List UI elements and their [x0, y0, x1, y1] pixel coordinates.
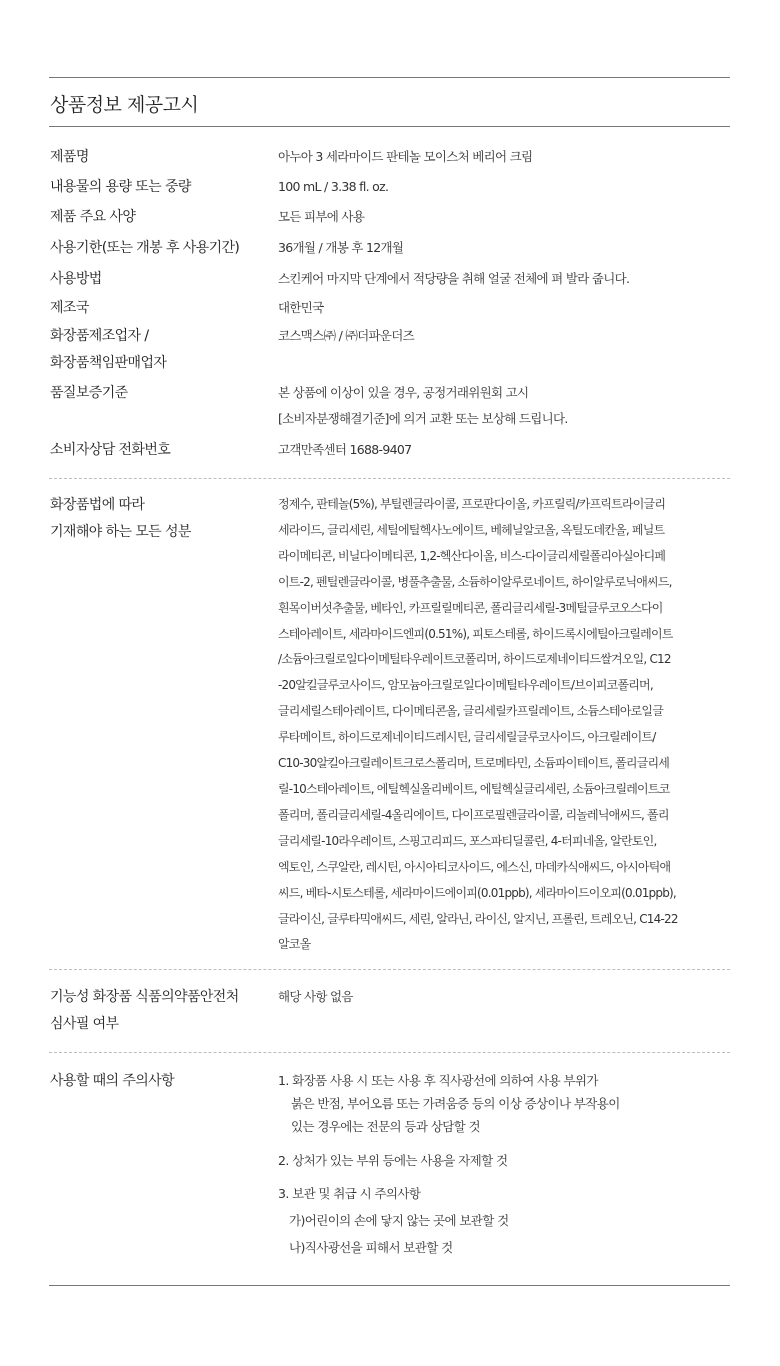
product-name-label: 제품명	[50, 149, 89, 165]
ingredients-line: 글리세릴-10라우레이트, 스핑고리피드, 포스파티딜콜린, 4-터피네올, 알란토인,	[278, 833, 657, 848]
section-divider	[49, 969, 730, 970]
ingredients-list	[278, 492, 678, 958]
maker-label-line2: 화장품책임판매업자	[50, 355, 167, 371]
caution-item-1-line2: 붉은 반점, 부어오름 또는 가려움증 등의 이상 증상이나 부작용이	[291, 1096, 620, 1111]
maker-label-line1: 화장품제조업자 /	[50, 328, 149, 344]
ingredients-line: -20알킬글루코사이드, 암모늄아크릴로일다이메틸타우레이트/브이피코폴리머,	[278, 678, 653, 693]
phone-label: 소비자상담 전화번호	[50, 442, 171, 458]
ingredients-line: 루타메이트, 하이드로제네이티드레시틴, 글리세릴글루코사이드, 아크릴레이트/	[278, 730, 656, 745]
expiry-value: 36개월 / 개봉 후 12개월	[278, 240, 404, 255]
caution-item-3-sub-a: 가)어린이의 손에 닿지 않는 곳에 보관할 것	[289, 1213, 509, 1228]
ingredients-line: 글리세릴스테아레이트, 다이메티콘올, 글리세릴카프릴레이트, 소듐스테아로일글	[278, 704, 664, 719]
volume-label: 내용물의 용량 또는 중량	[50, 179, 191, 195]
section-divider	[49, 478, 730, 479]
ingredients-line: 정제수, 판테놀(5%), 부틸렌글라이콜, 프로판다이올, 카프릴릭/카프릭트라이글리	[278, 497, 666, 511]
top-divider	[49, 77, 730, 78]
spec-value: 모든 피부에 사용	[278, 209, 365, 224]
functional-label-line2: 심사필 여부	[50, 1016, 119, 1032]
ingredients-line: 씨드, 베타-시토스테롤, 세라마이드에이피(0.01ppb), 세라마이드이오피(0.01ppb),	[278, 885, 676, 900]
quality-value-line1: 본 상품에 이상이 있을 경우, 공정거래위원회 고시	[278, 385, 529, 400]
ingredients-line: 릴-10스테아레이트, 에틸헥실올리베이트, 에틸헥실글리세린, 소듐아크릴레이트코	[278, 781, 670, 796]
functional-value: 해당 사항 없음	[278, 989, 353, 1004]
ingredients-line: 세라이드, 글리세린, 세틸에틸헥사노에이트, 베헤닐알코올, 옥틸도데칸올, 페닐트	[278, 522, 665, 537]
usage-label: 사용방법	[50, 271, 102, 287]
ingredients-line: 엑토인, 스쿠알란, 레시틴, 아시아티코사이드, 에스신, 마데카식애씨드, 아시아틱애	[278, 859, 671, 874]
country-label: 제조국	[50, 300, 89, 316]
volume-value: 100 mL / 3.38 fl. oz.	[278, 179, 389, 194]
ingredients-line: 이트-2, 펜틸렌글라이콜, 병풀추출물, 소듐하이알루로네이트, 하이알루로닉애씨드,	[278, 574, 672, 589]
caution-item-3-sub-b: 나)직사광선을 피해서 보관할 것	[289, 1240, 453, 1255]
caution-item-3-line1: 3. 보관 및 취급 시 주의사항	[278, 1186, 421, 1201]
ingredients-line: 흰목이버섯추출물, 베타인, 카프릴릴메티콘, 폴리글리세릴-3메틸글루코오스다이	[278, 600, 663, 615]
country-value: 대한민국	[278, 300, 324, 315]
maker-value: 코스맥스㈜ / ㈜더파운더즈	[278, 328, 415, 343]
ingredients-line: /소듐아크릴로일다이메틸타우레이트코폴리머, 하이드로제네이티드쌀겨오일, C12	[278, 652, 671, 667]
caution-item-2: 2. 상처가 있는 부위 등에는 사용을 자제할 것	[278, 1153, 508, 1168]
usage-value: 스킨케어 마지막 단계에서 적당량을 취해 얼굴 전체에 펴 발라 줍니다.	[278, 271, 630, 286]
caution-item-1-line3: 있는 경우에는 전문의 등과 상담할 것	[291, 1119, 480, 1134]
functional-label-line1: 기능성 화장품 식품의약품안전처	[50, 989, 239, 1005]
spec-label: 제품 주요 사양	[50, 209, 136, 225]
page-title: 상품정보 제공고시	[50, 94, 199, 116]
cautions-label: 사용할 때의 주의사항	[50, 1073, 175, 1089]
quality-label: 품질보증기준	[50, 385, 128, 401]
ingredients-line: 라이메티콘, 비닐다이메티콘, 1,2-헥산다이올, 비스-다이글리세릴폴리아실아디페	[278, 548, 666, 563]
ingredients-label-line1: 화장품법에 따라	[50, 497, 145, 513]
phone-value: 고객만족센터 1688-9407	[278, 442, 412, 457]
title-divider	[49, 126, 730, 127]
section-divider	[49, 1052, 730, 1053]
ingredients-line: 스테아레이트, 세라마이드엔피(0.51%), 피토스테롤, 하이드록시에틸아크릴레이트	[278, 626, 673, 641]
ingredients-line: 글라이신, 글루타믹애씨드, 세린, 알라닌, 라이신, 알지닌, 프롤린, 트레오닌, C14-22	[278, 911, 678, 926]
ingredients-line: C10-30알킬아크릴레이트크로스폴리머, 트로메타민, 소듐파이테이트, 폴리글리세	[278, 756, 670, 771]
product-name-value: 아누아 3 세라마이드 판테놀 모이스처 베리어 크림	[278, 149, 533, 164]
caution-item-1-line1: 1. 화장품 사용 시 또는 사용 후 직사광선에 의하여 사용 부위가	[278, 1073, 598, 1088]
expiry-label: 사용기한(또는 개봉 후 사용기간)	[50, 240, 240, 256]
ingredients-label-line2: 기재해야 하는 모든 성분	[50, 524, 191, 540]
ingredients-line: 알코올	[278, 937, 311, 952]
bottom-divider	[49, 1285, 730, 1286]
ingredients-line: 폴리머, 폴리글리세릴-4올리에이트, 다이프로필렌글라이콜, 리놀레닉애씨드, 폴리	[278, 807, 669, 822]
quality-value-line2: [소비자분쟁해결기준]에 의거 교환 또는 보상해 드립니다.	[278, 411, 568, 426]
